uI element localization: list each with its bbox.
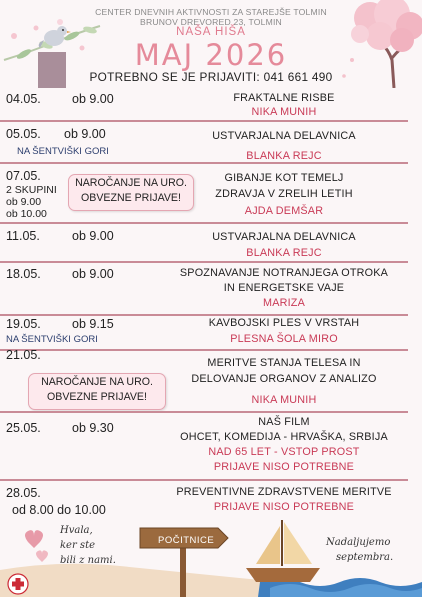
event-title: SPOZNAVANJE NOTRANJEGA OTROKA <box>179 267 389 279</box>
event-title: PREVENTIVNE ZDRAVSTVENE MERITVE <box>176 486 392 498</box>
event-title: USTVARJALNA DELAVNICA <box>212 130 356 142</box>
holiday-sign: POČITNICE <box>158 535 215 546</box>
event-leader: NIKA MUNIH <box>251 106 317 118</box>
event-time: ob 9.15 <box>72 317 114 331</box>
event-leader: AJDA DEMŠAR <box>244 205 324 217</box>
event-title: KAVBOJSKI PLES V VRSTAH <box>208 317 360 329</box>
event-leader: BLANKA REJC <box>246 150 322 162</box>
organization-name: CENTER DNEVNIH AKTIVNOSTI ZA STAREJŠE TOLMIN <box>95 7 327 17</box>
event-leader: MARIZA <box>263 297 305 309</box>
event-row <box>0 263 422 316</box>
event-leader: PLESNA ŠOLA MIRO <box>230 333 338 345</box>
event-row <box>0 316 422 351</box>
continue-line: Nadaljujemo <box>326 537 391 548</box>
booking-note <box>28 373 166 410</box>
thanks-line: bili z nami. <box>60 555 116 566</box>
event-date: 05.05. <box>6 127 41 141</box>
event-row <box>0 122 422 164</box>
event-leader: BLANKA REJC <box>246 247 322 259</box>
event-row <box>0 413 422 481</box>
event-title: NAŠ FILM <box>258 416 310 428</box>
event-title: FRAKTALNE RISBE <box>233 92 335 104</box>
event-date: 21.05. <box>6 348 41 362</box>
page-title: MAJ 2026 <box>134 38 288 72</box>
event-location: NA ŠENTVIŠKI GORI <box>6 334 98 345</box>
registration-phone: POTREBNO SE JE PRIJAVITI: 041 661 490 <box>89 70 333 84</box>
event-date: 07.05. <box>6 169 41 183</box>
event-time: ob 9.00 <box>6 196 42 208</box>
event-time: ob 9.30 <box>72 421 114 435</box>
event-date: 18.05. <box>6 267 41 281</box>
event-row <box>0 164 422 224</box>
event-title: MERITVE STANJA TELESA IN <box>207 357 361 369</box>
event-title: USTVARJALNA DELAVNICA <box>212 231 356 243</box>
organization-address: BRUNOV DREVORED 23, TOLMIN <box>140 17 282 27</box>
event-date: 04.05. <box>6 92 41 106</box>
event-date: 25.05. <box>6 421 41 435</box>
event-title-line2: OHCET, KOMEDIJA - HRVAŠKA, SRBIJA <box>180 431 388 443</box>
thanks-message <box>60 523 116 568</box>
event-extra: NAD 65 LET - VSTOP PROST <box>208 446 360 458</box>
event-time: od 8.00 do 10.00 <box>12 503 106 517</box>
event-title: GIBANJE KOT TEMELJ <box>224 172 344 184</box>
event-time: ob 9.00 <box>64 127 106 141</box>
event-date: 11.05. <box>6 229 40 243</box>
event-date: 19.05. <box>6 317 41 331</box>
continue-line: septembra. <box>336 552 394 563</box>
event-time: ob 9.00 <box>72 267 114 281</box>
thanks-line: ker ste <box>60 540 96 551</box>
event-title-line2: ZDRAVJA V ZRELIH LETIH <box>215 188 353 200</box>
event-time: ob 10.00 <box>6 208 47 220</box>
page-subtitle: NAŠA HIŠA <box>176 26 246 38</box>
event-time: ob 9.00 <box>72 92 114 106</box>
note-line: NAROČANJE NA URO. <box>75 177 187 189</box>
note-line: OBVEZNE PRIJAVE! <box>81 192 181 204</box>
header <box>0 0 422 88</box>
event-time: ob 9.00 <box>72 229 114 243</box>
note-line: OBVEZNE PRIJAVE! <box>47 391 147 403</box>
event-leader: PRIJAVE NISO POTREBNE <box>213 501 355 513</box>
thanks-line: Hvala, <box>60 525 93 536</box>
event-row <box>0 86 422 122</box>
event-leader: NIKA MUNIH <box>251 394 317 406</box>
event-row <box>0 348 422 413</box>
event-date: 28.05. <box>6 486 41 500</box>
event-row <box>0 224 422 263</box>
event-location: NA ŠENTVIŠKI GORI <box>17 146 109 157</box>
note-line: NAROČANJE NA URO. <box>41 376 153 388</box>
event-title-line2: DELOVANJE ORGANOV Z ANALIZO <box>191 373 377 385</box>
event-group-count: 2 SKUPINI <box>6 184 57 196</box>
event-extra: PRIJAVE NISO POTREBNE <box>213 461 355 473</box>
continue-message <box>326 535 393 565</box>
event-title-line2: IN ENERGETSKE VAJE <box>223 282 345 294</box>
